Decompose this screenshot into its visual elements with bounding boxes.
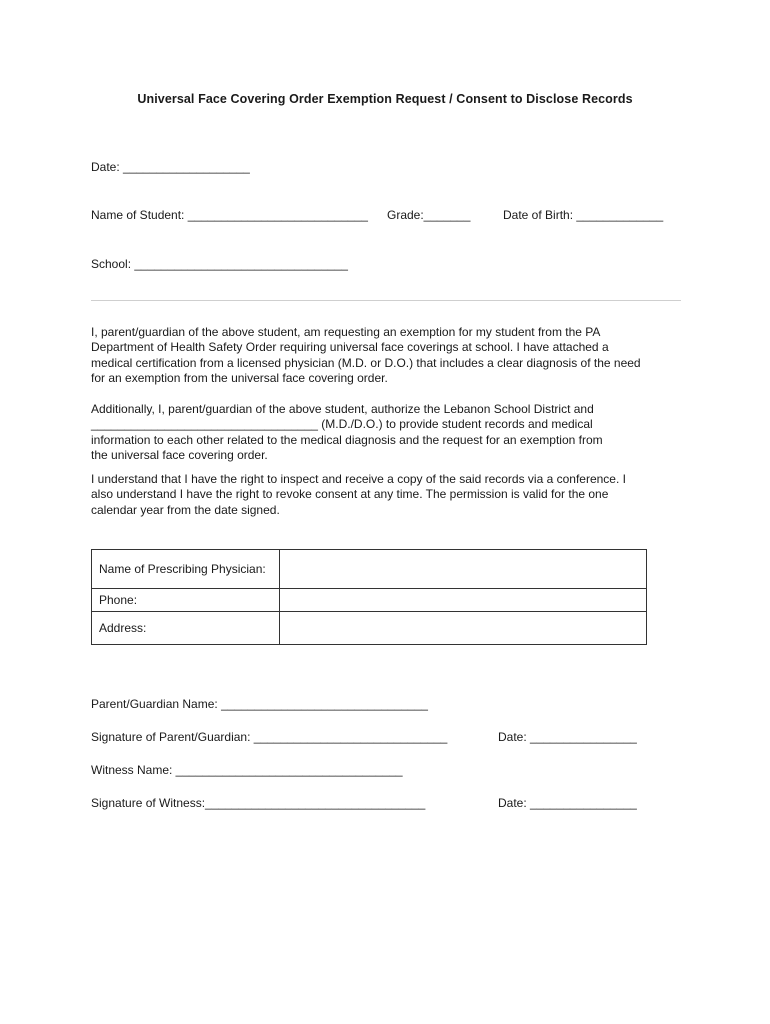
rights-paragraph: I understand that I have the right to inspect and receive a copy of the said records via a conference. I also understand I have the right to revoke consent at any time. The permission is valid for the one calendar year from the date signed. — [91, 472, 626, 517]
parent-name-field[interactable]: Parent/Guardian Name: _______________________________ — [91, 697, 428, 711]
physician-name-input[interactable] — [280, 550, 647, 589]
table-row — [92, 550, 647, 589]
table-row — [92, 589, 647, 612]
phone-input[interactable] — [280, 589, 647, 612]
school-field[interactable]: School: ________________________________ — [91, 257, 348, 271]
exemption-request-paragraph: I, parent/guardian of the above student, am requesting an exemption for my student from the PA Department of Health Safety Order requiring universal face coverings at school. I have attached a medical certification from a licensed physician (M.D. or D.O.) that includes a clear diagnosis of the need for an exemption from the universal face covering order. — [91, 325, 641, 385]
date-of-birth-field[interactable]: Date of Birth: _____________ — [503, 208, 664, 222]
witness-date-field[interactable]: Date: ________________ — [498, 796, 637, 810]
student-name-field[interactable]: Name of Student: ___________________________ — [91, 208, 368, 222]
date-field[interactable]: Date: ___________________ — [91, 160, 250, 174]
address-input[interactable] — [280, 612, 647, 645]
section-divider — [91, 300, 681, 301]
parent-signature-field[interactable]: Signature of Parent/Guardian: _____________________________ — [91, 730, 448, 744]
phone-label: Phone: — [92, 589, 280, 612]
document-title: Universal Face Covering Order Exemption Request / Consent to Disclose Records — [137, 92, 633, 106]
table-row — [92, 612, 647, 645]
physician-info-table — [91, 549, 647, 645]
grade-field[interactable]: Grade:_______ — [387, 208, 471, 222]
witness-signature-field[interactable]: Signature of Witness:_________________________________ — [91, 796, 426, 810]
physician-name-label: Name of Prescribing Physician: — [92, 550, 280, 589]
parent-date-field[interactable]: Date: ________________ — [498, 730, 637, 744]
witness-name-field[interactable]: Witness Name: __________________________________ — [91, 763, 403, 777]
consent-paragraph: Additionally, I, parent/guardian of the above student, authorize the Lebanon School District and __________________________________ (M.D./D.O.) to provide student records and medical information to each other related to the medical diagnosis and the request for an exemption from the universal face covering order. — [91, 402, 603, 462]
address-label: Address: — [92, 612, 280, 645]
